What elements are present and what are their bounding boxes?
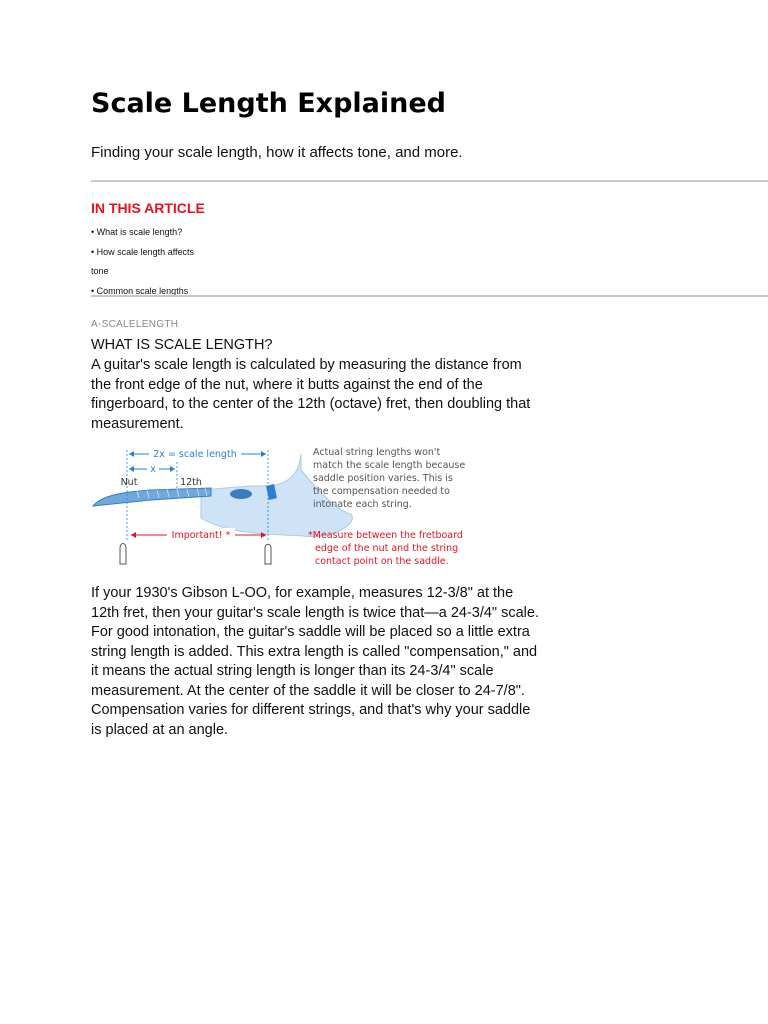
section-heading: WHAT IS SCALE LENGTH?	[91, 337, 273, 353]
label-nut: Nut	[120, 477, 138, 488]
svg-text:the compensation needed to: the compensation needed to	[313, 486, 450, 497]
divider-bottom	[91, 295, 768, 297]
label-x: x	[150, 464, 156, 475]
svg-text:intonate each string.: intonate each string.	[313, 499, 412, 510]
saddle-profile-icon	[265, 544, 271, 564]
svg-text:Actual string lengths won't: Actual string lengths won't	[313, 447, 441, 458]
paragraph-definition: A guitar's scale length is calculated by measuring the distance from the front edge of the nut, where it butts against the end of the fingerboard, to the center of the 12th (octave) fret, then doubling that measurement.	[91, 357, 531, 432]
label-2x-scale-length: 2x = scale length	[153, 449, 237, 460]
svg-text:contact point on the saddle.: contact point on the saddle.	[315, 556, 449, 567]
svg-text:edge of the nut and the strin: edge of the nut and the string	[315, 543, 459, 554]
page-subtitle: Finding your scale length, how it affects tone, and more.	[91, 144, 463, 161]
toc-heading: IN THIS ARTICLE	[91, 200, 205, 216]
svg-text:saddle position varies. This i: saddle position varies. This is	[313, 473, 453, 484]
scale-length-diagram	[91, 440, 491, 575]
nut-profile-icon	[120, 544, 126, 565]
divider-top	[91, 180, 768, 182]
guitar-neck-shape	[93, 488, 211, 506]
svg-text:*Measure between the fretboard: *Measure between the fretboard	[308, 530, 463, 541]
toc-item-common-scale-lengths[interactable]: • Common scale lengths	[91, 285, 189, 296]
measure-note	[308, 530, 463, 567]
svg-text:match the scale length because: match the scale length because	[313, 460, 466, 471]
toc-list	[91, 223, 231, 301]
label-12th: 12th	[180, 477, 202, 488]
sound-hole	[230, 489, 252, 499]
paragraph-example: If your 1930's Gibson L-OO, for example, measures 12-3/8" at the 12th fret, then your guitar's scale length is twice that—a 24-3/4" scale. For good intonation, the guitar's saddle will be placed so a little extra string length is added. This extra length is called "compensation," and it means the actual string length is longer than its 24-3/4" scale measurement. At the center of the saddle it will be closer to 24-7/8". Compensation varies for different strings, and that's why your saddle is placed at an angle.	[91, 585, 539, 738]
toc-item-how-affects-tone[interactable]: • How scale length affects	[91, 246, 195, 257]
toc-item-how-affects-tone-cont[interactable]: tone	[91, 266, 109, 276]
compensation-note	[313, 447, 465, 510]
toc-item-what-is-scale-length[interactable]: • What is scale length?	[91, 227, 183, 237]
page-title: Scale Length Explained	[91, 88, 447, 119]
section-anchor-label: A-SCALELENGTH	[91, 319, 179, 330]
label-important: Important! *	[171, 530, 231, 541]
